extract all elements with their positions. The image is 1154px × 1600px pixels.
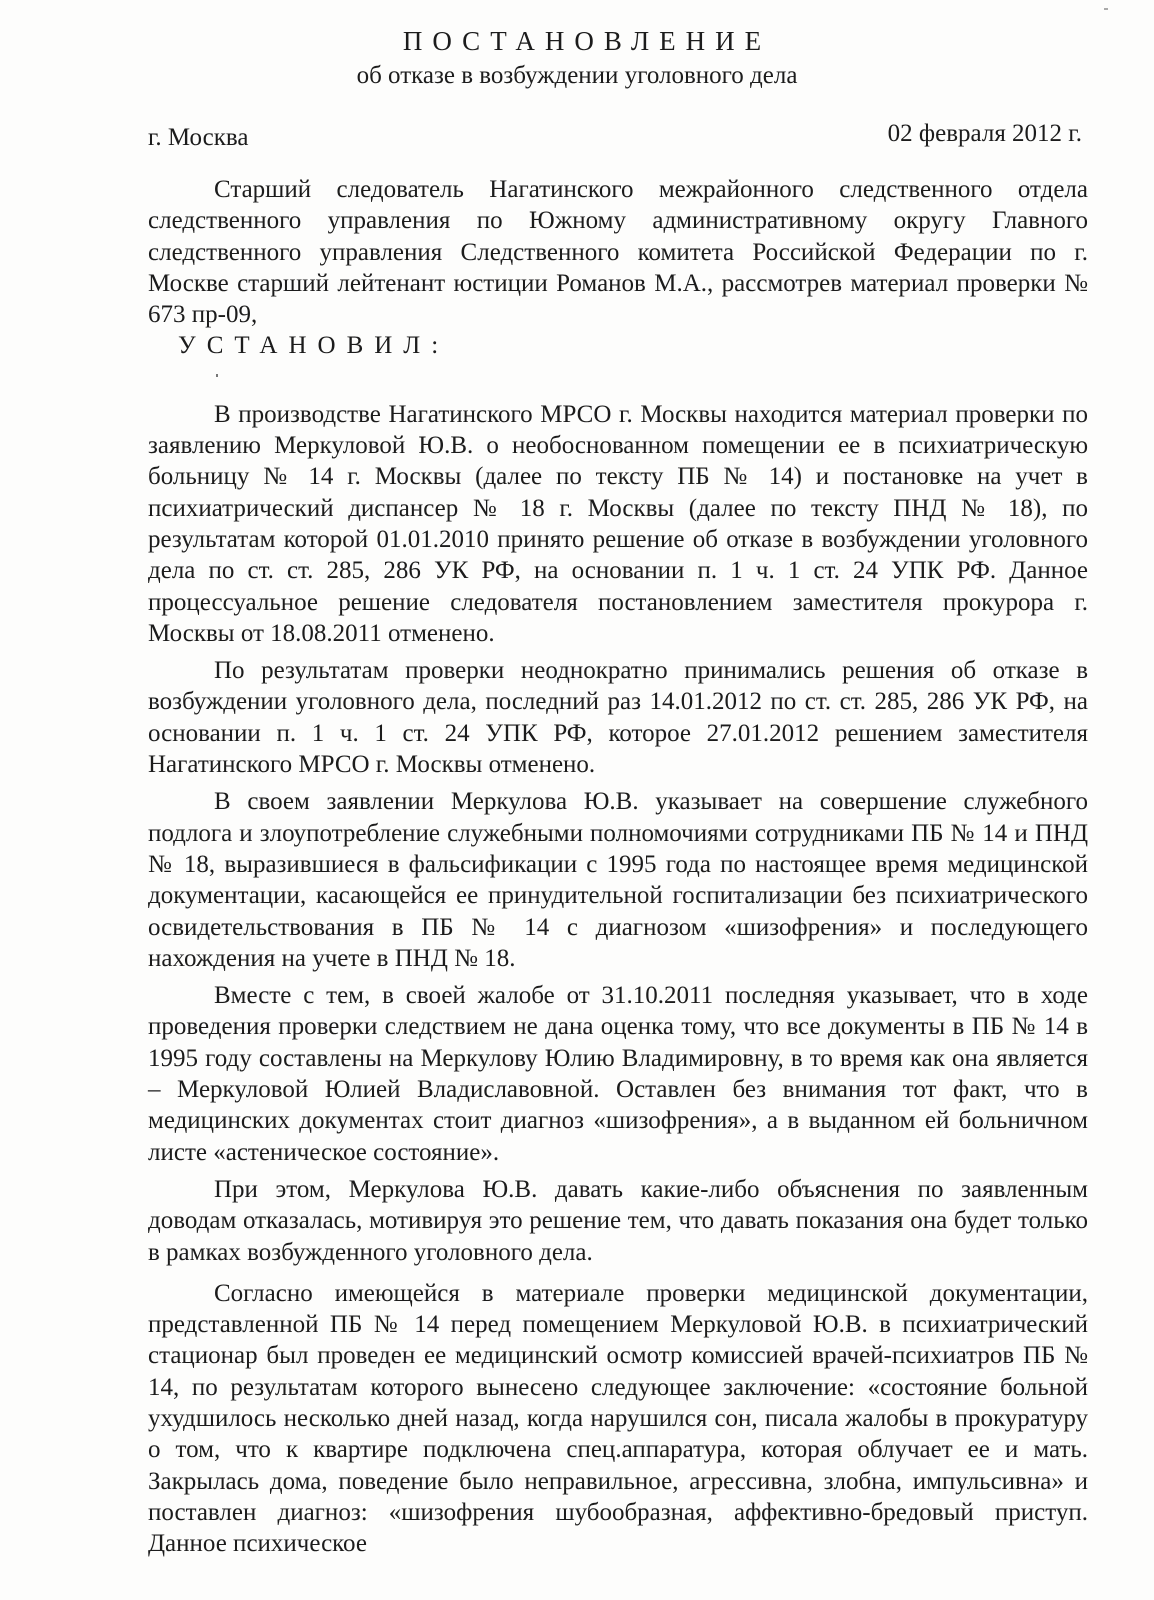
paragraph-2: По результатам проверки неоднократно принимались решения об отказе в возбуждении уголовного дела, последний раз 14.01.2012 по ст. ст. 285, 286 УК РФ, на основании п. 1 ч. 1 ст. 24 УПК РФ, которое 27.01.2012 решением заместителя Нагатинского МРСО г. Москвы отменено.	[148, 657, 1088, 779]
scan-speck	[1104, 8, 1108, 10]
paragraph-1: В производстве Нагатинского МРСО г. Москвы находится материал проверки по заявлению Меркуловой Ю.В. о необоснованном помещении ее в психиатрическую больницу № 14 г. Москвы (далее по тексту ПБ № 14) и постановке на учет в психиатрический диспансер № 18 г. Москвы (далее по тексту ПНД № 18), по результатам которой 01.01.2010 принято решение об отказе в возбуждении уголовного дела по ст. ст. 285, 286 УК РФ, на основании п. 1 ч. 1 ст. 24 УПК РФ. Данное процессуальное решение следователя постановлением заместителя прокурора г. Москвы от 18.08.2011 отменено.	[148, 400, 1088, 647]
intro-paragraph: Старший следователь Нагатинского межрайонного следственного отдела следственного управления по Южному административному округу Главного следственного управления Следственного комитета Российской Федерации по г. Москве старший лейтенант юстиции Романов М.А., рассмотрев материал проверки № 673 пр-09,	[148, 176, 1088, 329]
paragraph-5: При этом, Меркулова Ю.В. давать какие-либо объяснения по заявленным доводам отказалась, мотивируя это решение тем, что давать показания она будет только в рамках возбужденного уголовного дела.	[148, 1175, 1088, 1266]
document-title: ПОСТАНОВЛЕНИЕ	[402, 26, 772, 56]
scan-speck	[216, 374, 218, 377]
section-heading: УСТАНОВИЛ:	[178, 332, 450, 360]
document-body	[148, 174, 1088, 1559]
paragraph-3: В своем заявлении Меркулова Ю.В. указывает на совершение служебного подлога и злоупотребление служебными полномочиями сотрудниками ПБ № 14 и ПНД № 18, выразившиеся в фальсификации с 1995 года по настоящее время медицинской документации, касающейся ее принудительной госпитализации без психиатрического освидетельствования в ПБ № 14 с диагнозом «шизофрения» и последующего нахождения на учете в ПНД № 18.	[148, 788, 1088, 972]
document-subtitle: об отказе в возбуждении уголовного дела	[356, 62, 798, 89]
document-date: 02 февраля 2012 г.	[887, 120, 1082, 147]
paragraph-4: Вместе с тем, в своей жалобе от 31.10.2011 последняя указывает, что в ходе проведения проверки следствием не дана оценка тому, что все документы в ПБ № 14 в 1995 году составлены на Меркулову Юлию Владимировну, в то время как она является – Меркуловой Юлией Владиславовной. Оставлен без внимания тот факт, что в медицинских документах стоит диагноз «шизофрения», а в выданном ей больничном листе «астеническое состояние».	[148, 982, 1088, 1166]
paragraph-6: Согласно имеющейся в материале проверки медицинской документации, представленной ПБ № 14 перед помещением Меркуловой Ю.В. в психиатрический стационар был проведен ее медицинский осмотр комиссией врачей-психиатров ПБ № 14, по результатам которого вынесено следующее заключение: «состояние больной ухудшилось несколько дней назад, когда нарушился сон, писала жалобы в прокуратуру о том, что к квартире подключена спец.аппаратура, которая облучает ее и мать. Закрылась дома, поведение было неправильное, агрессивна, злобна, импульсивна» и поставлен диагноз: «шизофрения шубообразная, аффективно-бредовый приступ. Данное психическое	[148, 1279, 1088, 1558]
document-city: г. Москва	[148, 124, 249, 151]
